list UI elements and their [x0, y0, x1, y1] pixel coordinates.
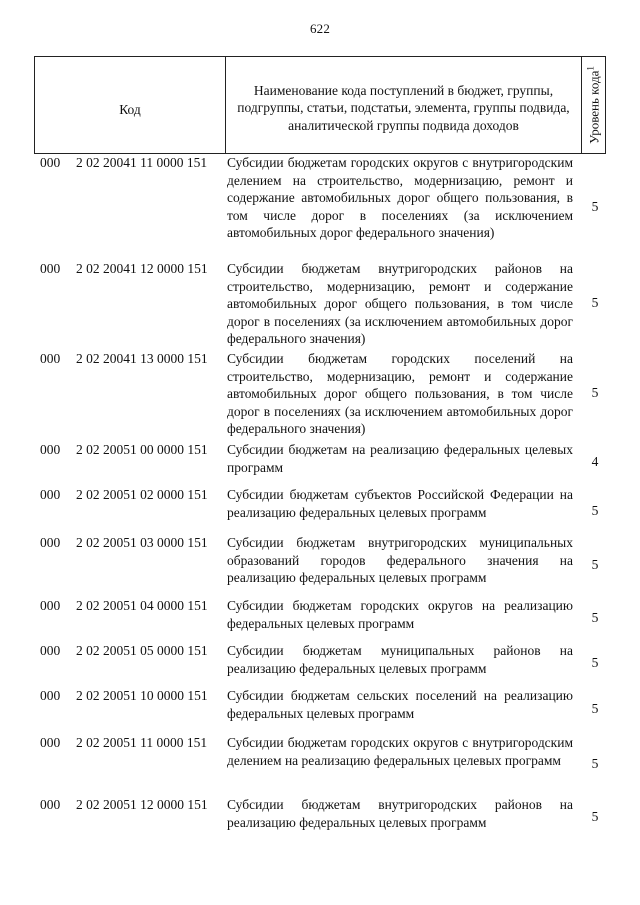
row-admin-code: 000 — [40, 155, 61, 170]
row-code: 2 02 20041 12 0000 151 — [76, 261, 208, 276]
row-level: 5 — [591, 385, 599, 400]
row-code: 2 02 20041 11 0000 151 — [76, 155, 208, 170]
row-code: 2 02 20041 13 0000 151 — [76, 351, 208, 366]
row-admin-code: 000 — [40, 351, 61, 366]
row-level: 5 — [591, 199, 599, 214]
row-admin-code: 000 — [40, 797, 61, 812]
page-number: 622 — [309, 21, 331, 36]
row-name: Субсидии бюджетам сельских поселений на реализацию федеральных целевых программ — [227, 688, 573, 721]
row-name: Субсидии бюджетам субъектов Российской Федерации на реализацию федеральных целевых программ — [227, 487, 573, 520]
row-level: 5 — [591, 610, 599, 625]
row-name: Субсидии бюджетам городских округов с внутригородским делением на строительство, модернизацию, ремонт и содержание автомобильных дорог общего пользования, в том числе дорог в поселениях (за исключением автомобильных дорог федерального значения) — [227, 155, 573, 241]
row-name: Субсидии бюджетам внутригородских районов на строительство, модернизацию, ремонт и содержание автомобильных дорог общего пользования, в том числе дорог в поселениях (за исключением автомобильных дорог федерального значения) — [227, 261, 573, 347]
header-level-text: Уровень кода — [586, 70, 602, 144]
row-admin-code: 000 — [40, 535, 61, 550]
header-level-footnote: 1 — [585, 66, 596, 71]
row-name: Субсидии бюджетам на реализацию федеральных целевых программ — [227, 442, 573, 475]
row-name: Субсидии бюджетам внутригородских муниципальных образований городов федерального значения на реализацию федеральных целевых программ — [227, 535, 573, 586]
header-code: Код — [119, 102, 141, 117]
row-admin-code: 000 — [40, 598, 61, 613]
row-level: 5 — [591, 809, 599, 824]
row-name: Субсидии бюджетам городских поселений на строительство, модернизацию, ремонт и содержание автомобильных дорог общего пользования, в том числе дорог в поселениях (за исключением автомобильных дорог федерального значения) — [227, 351, 573, 437]
row-admin-code: 000 — [40, 261, 61, 276]
row-level: 5 — [591, 557, 599, 572]
header-level-label — [585, 66, 602, 144]
row-name: Субсидии бюджетам муниципальных районов на реализацию федеральных целевых программ — [227, 643, 573, 676]
row-level: 5 — [591, 655, 599, 670]
table-header — [34, 56, 606, 154]
row-name: Субсидии бюджетам внутригородских районов на реализацию федеральных целевых программ — [227, 797, 573, 830]
row-level: 5 — [591, 756, 599, 771]
row-level: 5 — [591, 503, 599, 518]
row-code: 2 02 20051 00 0000 151 — [76, 442, 208, 457]
header-level — [582, 57, 606, 153]
row-admin-code: 000 — [40, 487, 61, 502]
row-code: 2 02 20051 11 0000 151 — [76, 735, 208, 750]
row-code: 2 02 20051 03 0000 151 — [76, 535, 208, 550]
row-admin-code: 000 — [40, 442, 61, 457]
header-name: Наименование кода поступлений в бюджет, группы, подгруппы, статьи, подстатьи, элемента, группы подвида, аналитической группы подвида доходов — [237, 82, 570, 133]
row-admin-code: 000 — [40, 688, 61, 703]
row-code: 2 02 20051 02 0000 151 — [76, 487, 208, 502]
row-level: 5 — [591, 701, 599, 716]
row-code: 2 02 20051 04 0000 151 — [76, 598, 208, 613]
row-code: 2 02 20051 05 0000 151 — [76, 643, 208, 658]
row-code: 2 02 20051 12 0000 151 — [76, 797, 208, 812]
row-name: Субсидии бюджетам городских округов с внутригородским делением на реализацию федеральных целевых программ — [227, 735, 573, 768]
row-code: 2 02 20051 10 0000 151 — [76, 688, 208, 703]
row-level: 5 — [591, 295, 599, 310]
row-admin-code: 000 — [40, 735, 61, 750]
row-level: 4 — [591, 454, 599, 469]
row-name: Субсидии бюджетам городских округов на реализацию федеральных целевых программ — [227, 598, 573, 631]
row-admin-code: 000 — [40, 643, 61, 658]
